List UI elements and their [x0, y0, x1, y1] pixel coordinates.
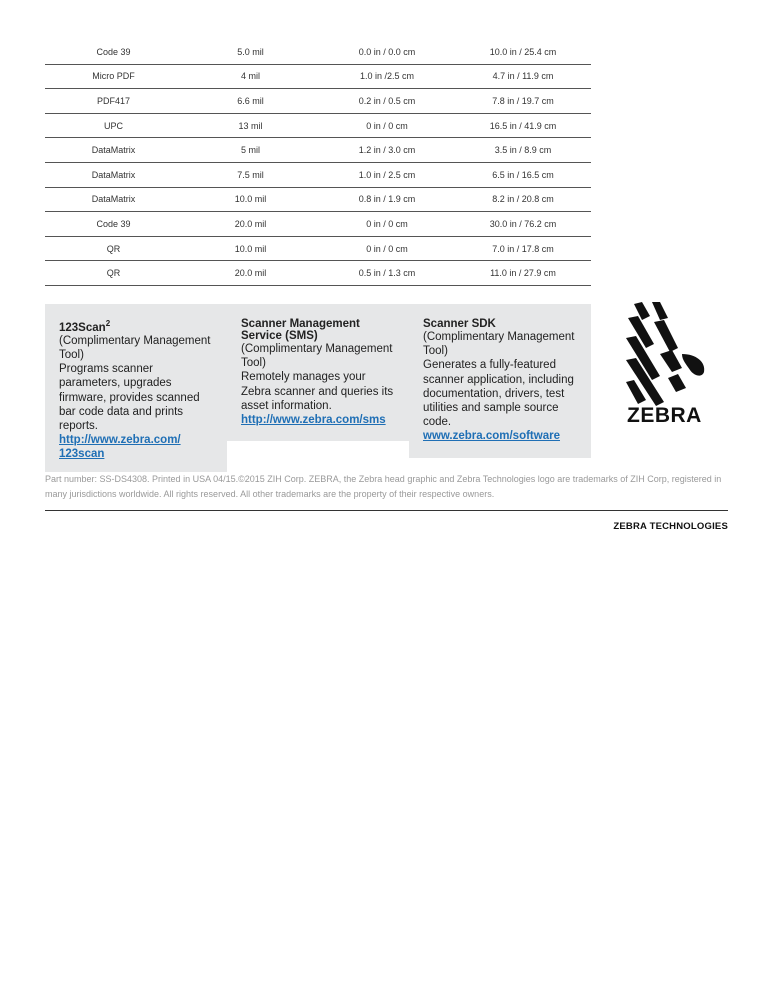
tools-section	[45, 304, 591, 472]
table-cell: 30.0 in / 76.2 cm	[455, 212, 591, 237]
table-cell: 10.0 mil	[182, 236, 319, 261]
decode-range-table-body	[45, 40, 591, 285]
table-cell: DataMatrix	[45, 187, 182, 212]
tool-panel-sdk	[409, 304, 591, 458]
table-cell: 6.5 in / 16.5 cm	[455, 162, 591, 187]
table-cell: DataMatrix	[45, 162, 182, 187]
table-row	[45, 187, 591, 212]
table-cell: 1.2 in / 3.0 cm	[319, 138, 455, 163]
table-cell: 13 mil	[182, 113, 319, 138]
table-cell: 7.8 in / 19.7 cm	[455, 89, 591, 114]
table-row	[45, 113, 591, 138]
table-row	[45, 138, 591, 163]
table-cell: QR	[45, 261, 182, 286]
table-cell: 0 in / 0 cm	[319, 113, 455, 138]
table-cell: 5 mil	[182, 138, 319, 163]
table-row	[45, 261, 591, 286]
table-cell: PDF417	[45, 89, 182, 114]
table-cell: 0.2 in / 0.5 cm	[319, 89, 455, 114]
link-123scan[interactable]: http://www.zebra.com/ 123scan	[59, 434, 181, 461]
tool-description: Generates a fully-featured scanner application, including documentation, drivers, test utilities and sample source code.	[423, 359, 574, 429]
table-cell: 0.5 in / 1.3 cm	[319, 261, 455, 286]
tool-title-text: 123Scan	[59, 321, 106, 334]
table-cell: 3.5 in / 8.9 cm	[455, 138, 591, 163]
table-row	[45, 64, 591, 89]
table-cell: 10.0 in / 25.4 cm	[455, 40, 591, 64]
table-row	[45, 89, 591, 114]
table-cell: Code 39	[45, 212, 182, 237]
link-software[interactable]: www.zebra.com/software	[423, 430, 560, 443]
table-cell: Micro PDF	[45, 64, 182, 89]
table-cell: 0.8 in / 1.9 cm	[319, 187, 455, 212]
table-row	[45, 40, 591, 64]
tool-title-123scan	[59, 318, 213, 334]
table-cell: UPC	[45, 113, 182, 138]
tool-subtitle: (Complimentary Management Tool)	[59, 334, 211, 362]
table-cell: 10.0 mil	[182, 187, 319, 212]
link-sms[interactable]: http://www.zebra.com/sms	[241, 414, 386, 427]
tool-description: Remotely manages your Zebra scanner and queries its asset information.	[241, 371, 394, 412]
table-cell: 4.7 in / 11.9 cm	[455, 64, 591, 89]
table-cell: 4 mil	[182, 64, 319, 89]
table-cell: 7.0 in / 17.8 cm	[455, 236, 591, 261]
table-cell: 5.0 mil	[182, 40, 319, 64]
tool-subtitle: (Complimentary Management Tool)	[423, 331, 575, 358]
table-cell: 0 in / 0 cm	[319, 212, 455, 237]
table-cell: 6.6 mil	[182, 89, 319, 114]
table-row	[45, 162, 591, 187]
tool-subtitle: (Complimentary Management Tool)	[241, 343, 393, 370]
footer-brand: ZEBRA TECHNOLOGIES	[613, 521, 728, 532]
table-cell: 0 in / 0 cm	[319, 236, 455, 261]
tool-title-sms: Scanner Management Service (SMS)	[241, 318, 360, 342]
table-cell: 1.0 in /2.5 cm	[319, 64, 455, 89]
table-cell: 0.0 in / 0.0 cm	[319, 40, 455, 64]
table-cell: 7.5 mil	[182, 162, 319, 187]
table-cell: Code 39	[45, 40, 182, 64]
table-cell: DataMatrix	[45, 138, 182, 163]
table-cell: 20.0 mil	[182, 261, 319, 286]
decode-range-table	[45, 40, 591, 286]
table-row	[45, 212, 591, 237]
tool-panel-123scan	[45, 304, 227, 472]
table-cell: 1.0 in / 2.5 cm	[319, 162, 455, 187]
tool-description: Programs scanner parameters, upgrades firmware, provides scanned bar code data and prints reports.	[59, 363, 200, 433]
tool-title-sdk: Scanner SDK	[423, 318, 496, 330]
table-cell: 8.2 in / 20.8 cm	[455, 187, 591, 212]
legal-fineprint: Part number: SS-DS4308. Printed in USA 04/15.©2015 ZIH Corp. ZEBRA, the Zebra head graphic and Zebra Technologies logo are trademarks of ZIH Corp, registered in many jurisdictions worldwide. All rights reserved. All other trademarks are the property of their respective owners.	[45, 474, 722, 499]
footer-divider	[45, 510, 728, 511]
tool-panel-sms	[227, 304, 409, 441]
table-cell: 20.0 mil	[182, 212, 319, 237]
zebra-logo-wordmark: ZEBRA	[627, 404, 702, 427]
table-cell: QR	[45, 236, 182, 261]
table-cell: 11.0 in / 27.9 cm	[455, 261, 591, 286]
table-cell: 16.5 in / 41.9 cm	[455, 113, 591, 138]
tool-title-superscript: 2	[105, 319, 111, 328]
table-row	[45, 236, 591, 261]
